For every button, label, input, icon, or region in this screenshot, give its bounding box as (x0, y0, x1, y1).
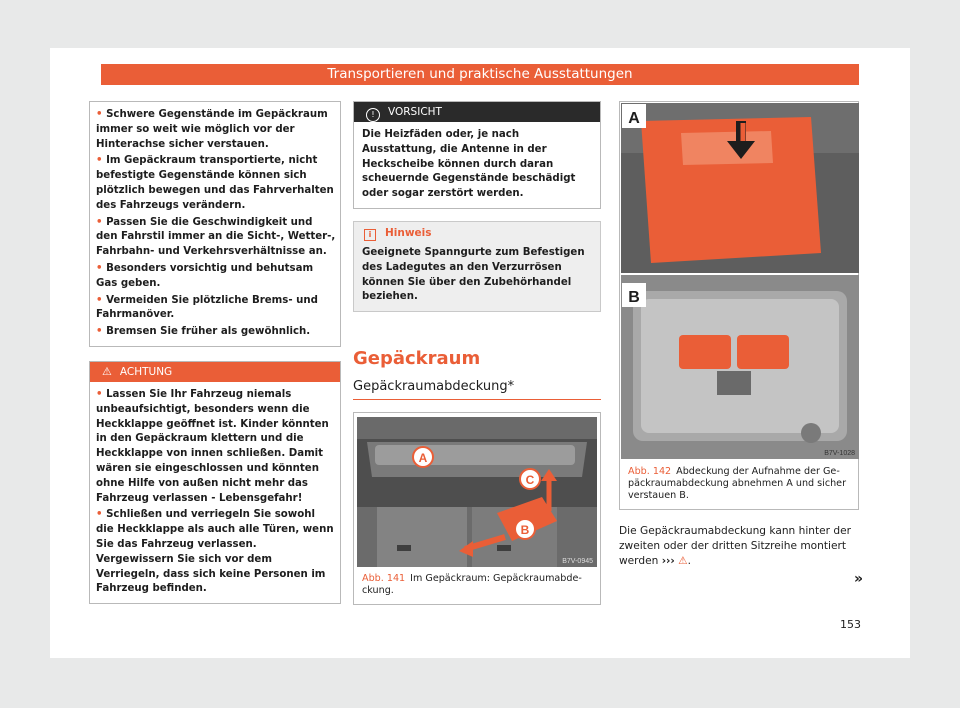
column-middle (353, 101, 601, 605)
info-square-icon: i (364, 229, 376, 241)
hinweis-text: Geeignete Spanngurte zum Befestigen des Ladegutes an den Verzurrösen können Sie über den Zubehörhandel beziehen. (362, 246, 585, 303)
body-paragraph: Die Gepäckraumabdeckung kann hinter der zweiten oder der dritten Sitzreihe montiert werden ››› ⚠. (619, 525, 851, 567)
cross-reference-arrows[interactable]: ››› (661, 555, 675, 567)
vorsicht-text: Die Heizfäden oder, je nach Ausstattung, die Antenne in der Heckscheibe können durch daran scheuernde Gegenstände beschädigt oder sogar zerstört werden. (362, 129, 576, 200)
bullet-item: • Besonders vorsichtig und behutsam Gas geben. (96, 262, 314, 289)
continue-marker: » (853, 571, 863, 587)
column-right (619, 101, 863, 587)
bullet-item: • Vermeiden Sie plötzliche Brems- und Fahrmanöver. (96, 294, 318, 321)
bullet-item: • Schwere Gegenstände im Gepäckraum immer so weit wie möglich vor der Hinterachse sicher verstauen. (96, 109, 328, 150)
achtung-box (89, 361, 341, 604)
cover-mount-illustration (621, 103, 859, 459)
luggage-compartment-illustration (357, 417, 597, 567)
svg-text:B: B (628, 289, 640, 306)
chapter-header: Transportieren und praktische Ausstattungen (101, 64, 859, 85)
warning-triangle-icon: ⚠ (102, 364, 112, 378)
page-number: 153 (840, 618, 861, 631)
svg-text:B: B (520, 523, 530, 538)
svg-text:B7V-0945: B7V-0945 (562, 558, 593, 566)
svg-text:C: C (525, 473, 535, 488)
figure-142 (619, 101, 859, 510)
vorsicht-box (353, 101, 601, 209)
svg-text:A: A (628, 110, 640, 127)
svg-text:B7V-1028: B7V-1028 (824, 450, 855, 457)
warning-continuation-box (89, 101, 341, 347)
bullet-item: • Lassen Sie Ihr Fahrzeug niemals unbeaufsichtigt, besonders wenn die Heckklappe geöffnet ist. Kinder könnten in den Gepäckraum klettern und die Heckklappe von innen schließen. Damit wären sie eingeschlossen und könnten ohne Hilfe von außen nicht mehr das Fahrzeug verlassen - Lebensgefahr! (96, 388, 329, 504)
figure-141 (353, 412, 601, 605)
hinweis-box (353, 221, 601, 312)
bullet-item: • Bremsen Sie früher als gewöhnlich. (96, 326, 311, 338)
bullet-item: • Passen Sie die Geschwindigkeit und den Fahrstil immer an die Sicht-, Wetter-, Fahrbahn- und Verkehrsverhältnisse an. (96, 216, 336, 258)
column-left (89, 101, 341, 604)
warning-triangle-icon: ⚠ (678, 555, 688, 567)
subsection-title: Gepäckraumabdeckung* (353, 379, 601, 400)
bullet-item: • Im Gepäckraum transportierte, nicht befestigte Gegenstände können sich plötzlich bewegen und das Fahrverhalten des Fahrzeugs verändern. (96, 155, 334, 211)
exclamation-circle-icon: ! (366, 108, 380, 122)
vorsicht-header: ! VORSICHT (354, 102, 600, 122)
bullet-item: • Schließen und verriegeln Sie sowohl die Heckklappe als auch alle Türen, wenn Sie das Fahrzeug verlassen. Vergewissern Sie sich vor dem Verriegeln, dass sich keine Personen im Fahrzeug befinden. (96, 509, 334, 595)
figure-caption: Abb. 141 Im Gepäckraum: Gepäckraumabdeckung. (362, 573, 582, 597)
section-title: Gepäckraum (353, 348, 481, 370)
figure-caption: Abb. 142 Abdeckung der Aufnahme der Gepäckraumabdeckung abnehmen A und sicher verstauen B. (628, 466, 847, 501)
svg-text:A: A (418, 451, 428, 466)
achtung-header: ⚠ ACHTUNG (90, 362, 340, 382)
hinweis-header: i Hinweis (354, 222, 600, 244)
